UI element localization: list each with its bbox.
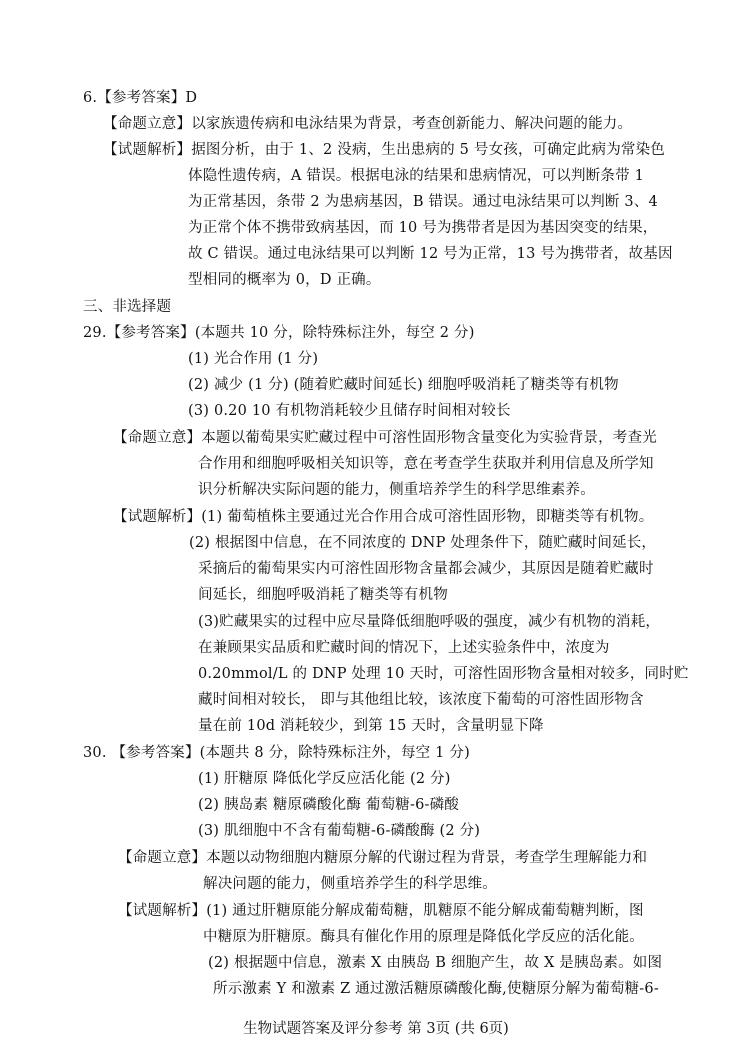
q29-answer: 29.【参考答案】(本题共 10 分，除特殊标注外，每空 2 分): [83, 325, 475, 341]
q30-analysis-line: 【试题解析】(1) 通过肝糖原能分解成葡萄糖，肌糖原不能分解成葡萄糖判断，图: [118, 903, 644, 919]
q6-analysis-line: 型相同的概率为 0，D 正确。: [188, 272, 381, 288]
q29-intent-line: 识分析解决实际问题的能力，侧重培养学生的科学思维素养。: [198, 482, 595, 498]
q30-analysis-line: 中糖原为肝糖原。酶具有催化作用的原理是降低化学反应的活化能。: [203, 929, 644, 945]
q29-analysis-line: 在兼顾果实品质和贮藏时间的情况下，上述实验条件中，浓度为: [198, 640, 610, 656]
q29-analysis-line: 【试题解析】(1) 葡萄植株主要通过光合作用合成可溶性固形物，即糖类等有机物。: [113, 509, 654, 525]
q29-intent-line: 【命题立意】本题以葡萄果实贮藏过程中可溶性固形物含量变化为实验背景，考查光: [113, 430, 657, 446]
q29-analysis-line: 0.20mmol/L 的 DNP 处理 10 天时，可溶性固形物含量相对较多，同时贮: [198, 666, 689, 682]
section-heading: 三、非选择题: [83, 299, 172, 315]
q30-answer: 30. 【参考答案】(本题共 8 分，除特殊标注外，每空 1 分): [83, 745, 470, 761]
q6-analysis-line: 为正常个体不携带致病基因，而 10 号为携带者是因为基因突变的结果，: [188, 220, 658, 236]
q30-analysis-line: 所示激素 Y 和激素 Z 通过激活糖原磷酸化酶,使糖原分解为葡萄糖-6-: [213, 981, 659, 997]
page-footer: 生物试题答案及评分参考 第 3页 (共 6页): [243, 1021, 509, 1037]
q6-analysis-line: 为正常基因，条带 2 为患病基因，B 错误。通过电泳结果可以判断 3、4: [188, 194, 658, 210]
q29-analysis-line: 间延长，细胞呼吸消耗了糖类等有机物: [198, 587, 448, 603]
q29-analysis-line: (3)贮藏果实的过程中应尽量降低细胞呼吸的强度，减少有机物的消耗，: [198, 614, 661, 630]
q29-analysis-line: 藏时间相对较长， 即与其他组比较，该浓度下葡萄的可溶性固形物含: [198, 692, 644, 708]
q6-intent: 【命题立意】以家族遗传病和电泳结果为背景，考查创新能力、解决问题的能力。: [103, 116, 633, 132]
q6-answer: 6.【参考答案】D: [83, 90, 198, 106]
q29-answer-item: (3) 0.20 10 有机物消耗较少且储存时间相对较长: [188, 403, 511, 419]
q29-analysis-line: (2) 根据图中信息，在不同浓度的 DNP 处理条件下，随贮藏时间延长，: [189, 535, 657, 551]
q30-intent-line: 【命题立意】本题以动物细胞内糖原分解的代谢过程为背景，考查学生理解能力和: [118, 850, 648, 866]
q30-answer-item: (3) 肌细胞中不含有葡萄糖-6-磷酸酶 (2 分): [198, 823, 481, 839]
q29-analysis-line: 采摘后的葡萄果实内可溶性固形物含量都会减少，其原因是随着贮藏时: [198, 561, 654, 577]
q6-analysis-line: 体隐性遗传病，A 错误。根据电泳的结果和患病情况，可以判断条带 1: [188, 168, 645, 184]
q6-analysis-line: 【试题解析】据图分析，由于 1、2 没病，生出患病的 5 号女孩，可确定此病为常染色: [103, 142, 666, 158]
q29-answer-item: (1) 光合作用 (1 分): [188, 351, 319, 367]
q29-intent-line: 合作用和细胞呼吸相关知识等，意在考查学生获取并利用信息及所学知: [198, 456, 654, 472]
q30-intent-line: 解决问题的能力，侧重培养学生的科学思维。: [203, 876, 497, 892]
q29-answer-item: (2) 减少 (1 分) (随着贮藏时间延长) 细胞呼吸消耗了糖类等有机物: [188, 377, 619, 393]
q30-analysis-line: (2) 根据题中信息，激素 X 由胰岛 B 细胞产生，故 X 是胰岛素。如图: [208, 955, 663, 971]
q6-analysis-line: 故 C 错误。通过电泳结果可以判断 12 号为正常，13 号为携带者，故基因: [188, 246, 673, 262]
q29-analysis-line: 量在前 10d 消耗较少，到第 15 天时，含量明显下降: [198, 718, 544, 734]
q30-answer-item: (2) 胰岛素 糖原磷酸化酶 葡萄糖-6-磷酸: [198, 797, 459, 813]
q30-answer-item: (1) 肝糖原 降低化学反应活化能 (2 分): [198, 771, 451, 787]
